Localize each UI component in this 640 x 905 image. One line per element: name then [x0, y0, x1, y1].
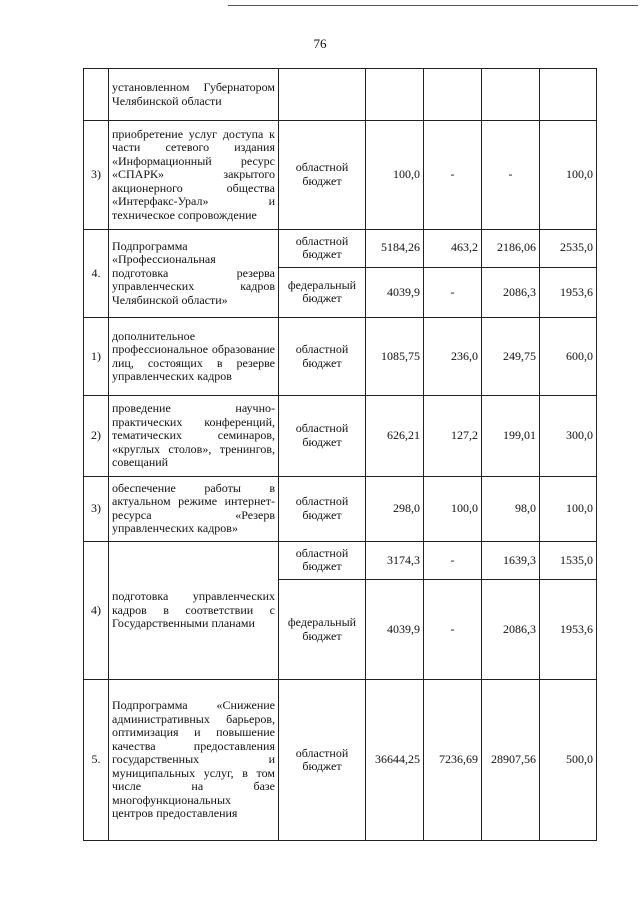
row-number [84, 69, 109, 121]
value-year-1: 236,0 [424, 317, 482, 395]
row-number: 2) [84, 396, 109, 476]
funding-source: областной бюджет [279, 541, 366, 579]
table-row [84, 317, 597, 395]
value-year-2: 199,01 [482, 396, 540, 476]
value-year-2: 1639,3 [482, 541, 540, 579]
table-row [84, 121, 597, 229]
value-total: 36644,25 [366, 680, 424, 841]
row-name: подготовка управленческих кадров в соответствии с Государственными планами [109, 541, 279, 680]
value-year-1: - [424, 121, 482, 229]
value-year-3: 1535,0 [540, 541, 597, 579]
funding-source [279, 69, 366, 121]
value-year-3: 100,0 [540, 121, 597, 229]
funding-source: федеральный бюджет [279, 579, 366, 679]
row-name: обеспечение работы в актуальном режиме интернет-ресурса «Резерв управленческих кадров» [109, 476, 279, 541]
page-number: 76 [313, 36, 327, 51]
value-year-2: - [482, 121, 540, 229]
value-total: 4039,9 [366, 579, 424, 679]
row-number: 3) [84, 121, 109, 229]
value-year-3: 100,0 [540, 476, 597, 541]
row-name: Подпрограмма «Профессиональная подготовка резерва управленческих кадров Челябинской области» [109, 229, 279, 317]
value-total: 100,0 [366, 121, 424, 229]
value-total [366, 69, 424, 121]
value-year-3 [540, 69, 597, 121]
value-year-2: 2086,3 [482, 579, 540, 679]
table-row [84, 396, 597, 476]
value-total: 626,21 [366, 396, 424, 476]
value-total: 5184,26 [366, 229, 424, 267]
funding-source: областной бюджет [279, 229, 366, 267]
row-number: 3) [84, 476, 109, 541]
value-year-2: 2086,3 [482, 267, 540, 317]
table-row [84, 229, 597, 267]
value-year-1: 100,0 [424, 476, 482, 541]
row-name: проведение научно-практических конференций, тематических семинаров, «круглых столов», тренингов, совещаний [109, 396, 279, 476]
funding-source: областной бюджет [279, 680, 366, 841]
row-name: установленном Губернатором Челябинской области [109, 69, 279, 121]
budget-table [83, 68, 597, 841]
row-number: 4) [84, 541, 109, 680]
funding-source: областной бюджет [279, 121, 366, 229]
value-year-3: 1953,6 [540, 267, 597, 317]
table-row [84, 541, 597, 579]
table-row [84, 476, 597, 541]
value-total: 4039,9 [366, 267, 424, 317]
value-year-1: - [424, 541, 482, 579]
value-year-1 [424, 69, 482, 121]
row-name: дополнительное профессиональное образование лиц, состоящих в резерве управленческих кадров [109, 317, 279, 395]
table-row [84, 680, 597, 841]
funding-source: областной бюджет [279, 396, 366, 476]
value-year-3: 300,0 [540, 396, 597, 476]
value-year-3: 500,0 [540, 680, 597, 841]
value-year-3: 600,0 [540, 317, 597, 395]
funding-source: федеральный бюджет [279, 267, 366, 317]
funding-source: областной бюджет [279, 317, 366, 395]
value-year-3: 1953,6 [540, 579, 597, 679]
value-year-1: 463,2 [424, 229, 482, 267]
row-name: Подпрограмма «Снижение административных барьеров, оптимизация и повышение качества предоставления государственных и муниципальных услуг, в том числе на базе многофункциональных центров предоставления [109, 680, 279, 841]
value-year-2 [482, 69, 540, 121]
value-total: 1085,75 [366, 317, 424, 395]
value-total: 3174,3 [366, 541, 424, 579]
row-number: 5. [84, 680, 109, 841]
value-year-2: 98,0 [482, 476, 540, 541]
value-year-1: - [424, 267, 482, 317]
value-total: 298,0 [366, 476, 424, 541]
value-year-1: 7236,69 [424, 680, 482, 841]
top-rule [228, 5, 638, 6]
value-year-2: 2186,06 [482, 229, 540, 267]
funding-source: областной бюджет [279, 476, 366, 541]
row-number: 1) [84, 317, 109, 395]
value-year-1: - [424, 579, 482, 679]
value-year-1: 127,2 [424, 396, 482, 476]
value-year-3: 2535,0 [540, 229, 597, 267]
row-number: 4. [84, 229, 109, 317]
value-year-2: 249,75 [482, 317, 540, 395]
row-name: приобретение услуг доступа к части сетевого издания «Информационный ресурс «СПАРК» закрытого акционерного общества «Интерфакс-Урал» и техническое сопровождение [109, 121, 279, 229]
table-row [84, 69, 597, 121]
value-year-2: 28907,56 [482, 680, 540, 841]
